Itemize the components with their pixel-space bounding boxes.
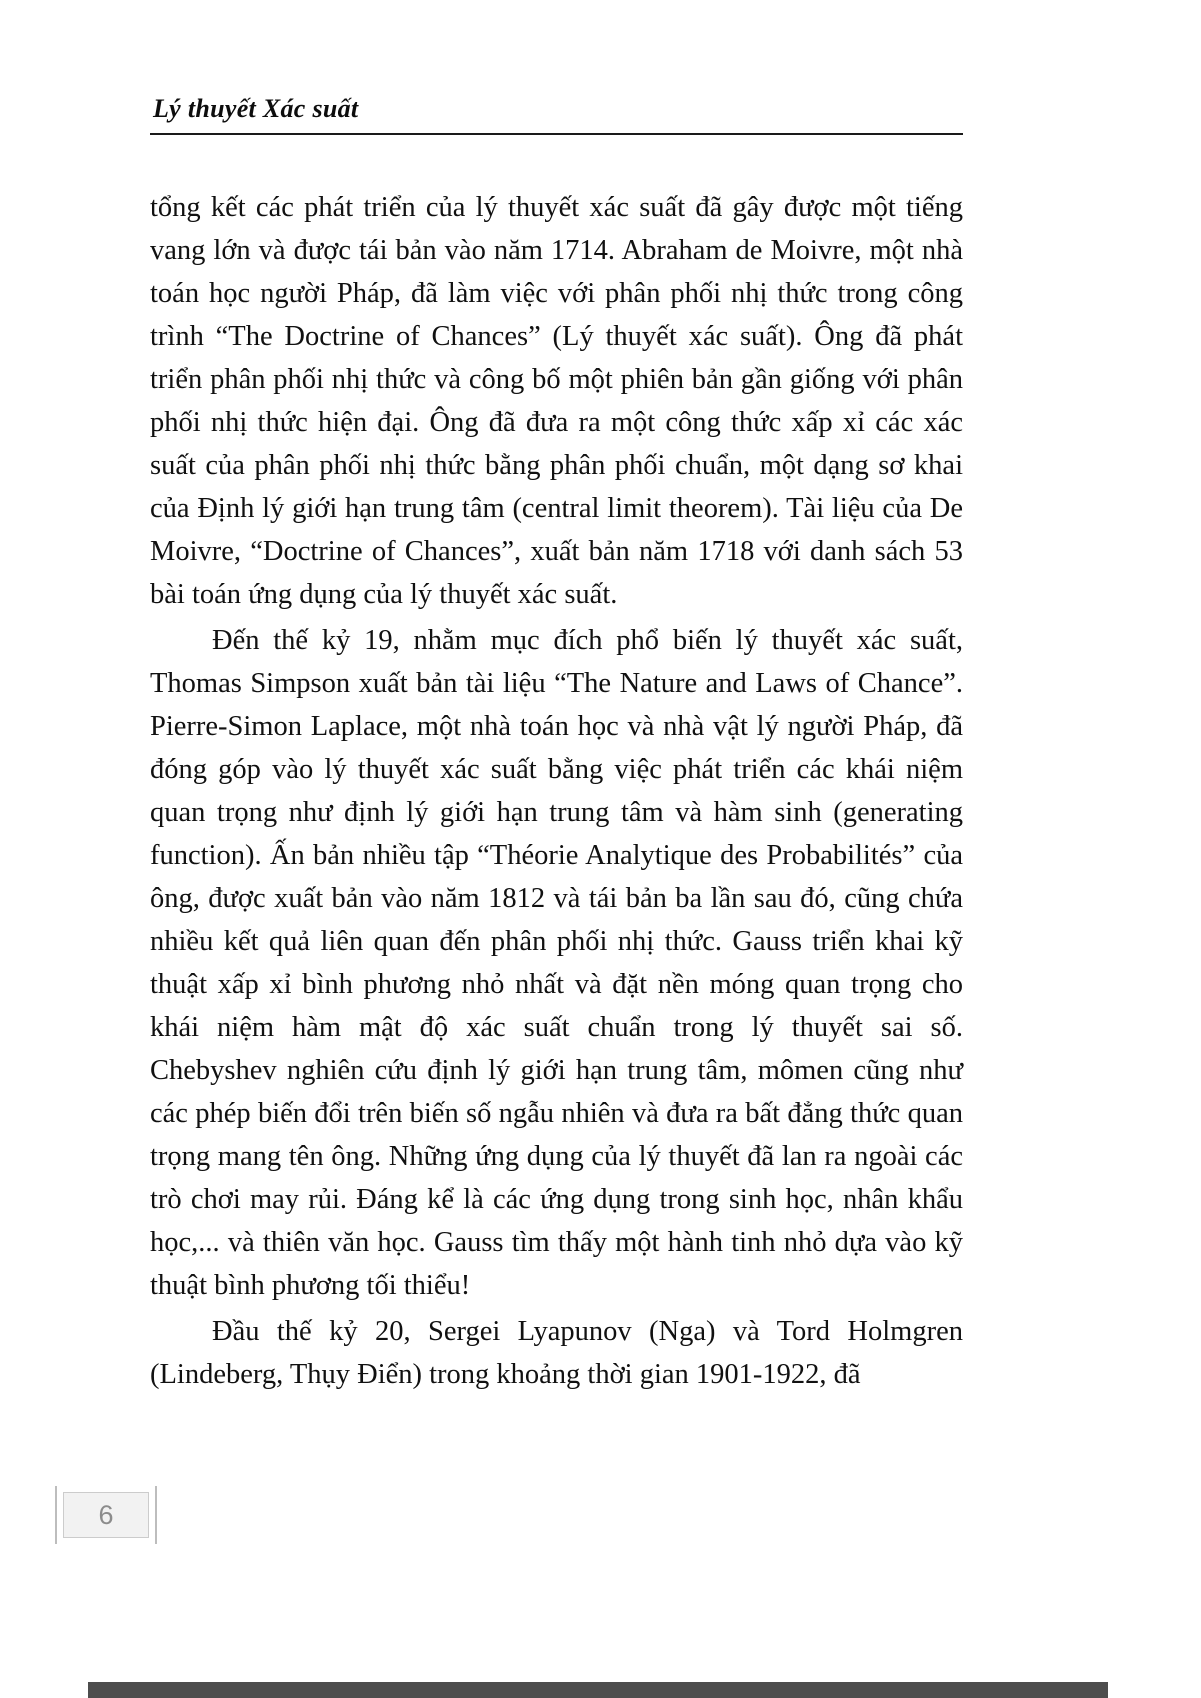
running-header-title: Lý thuyết Xác suất — [153, 94, 359, 123]
page-footer — [55, 1486, 157, 1544]
paragraph-1: tổng kết các phát triển của lý thuyết xác suất đã gây được một tiếng vang lớn và được tái bản vào năm 1714. Abraham de Moivre, một nhà toán học người Pháp, đã làm việc với phân phối nhị thức trong công trình “The Doctrine of Chances” (Lý thuyết xác suất). Ông đã phát triển phân phối nhị thức và công bố một phiên bản gần giống với phân phối nhị thức hiện đại. Ông đã đưa ra một công thức xấp xỉ các xác suất của phân phối nhị thức bằng phân phối chuẩn, một dạng sơ khai của Định lý giới hạn trung tâm (central limit theorem). Tài liệu của De Moivre, “Doctrine of Chances”, xuất bản năm 1718 với danh sách 53 bài toán ứng dụng của lý thuyết xác suất. — [150, 192, 963, 610]
footer-right-tick — [155, 1486, 157, 1544]
paragraph-2: Đến thế kỷ 19, nhằm mục đích phổ biến lý thuyết xác suất, Thomas Simpson xuất bản tài liệu “The Nature and Laws of Chance”. Pierre-Simon Laplace, một nhà toán học và nhà vật lý người Pháp, đã đóng góp vào lý thuyết xác suất bằng việc phát triển các khái niệm quan trọng như định lý giới hạn trung tâm và hàm sinh (generating function). Ấn bản nhiều tập “Théorie Analytique des Probabilités” của ông, được xuất bản vào năm 1812 và tái bản ba lần sau đó, cũng chứa nhiều kết quả liên quan đến phân phối nhị thức. Gauss triển khai kỹ thuật xấp xỉ bình phương nhỏ nhất và đặt nền móng quan trọng cho khái niệm hàm mật độ xác suất chuẩn trong lý thuyết sai số. Chebyshev nghiên cứu định lý giới hạn trung tâm, mômen cũng như các phép biến đổi trên biến số ngẫu nhiên và đưa ra bất đẳng thức quan trọng mang tên ông. Những ứng dụng của lý thuyết đã lan ra ngoài các trò chơi may rủi. Đáng kể là các ứng dụng trong sinh học, nhân khẩu học,... và thiên văn học. Gauss tìm thấy một hành tinh nhỏ dựa vào kỹ thuật bình phương tối thiểu! — [150, 625, 963, 1301]
page-number-box — [63, 1492, 149, 1538]
header-rule — [150, 133, 963, 135]
page-number: 6 — [98, 1499, 114, 1530]
footer-left-tick — [55, 1486, 57, 1544]
paragraph-3: Đầu thế kỷ 20, Sergei Lyapunov (Nga) và Tord Holmgren (Lindeberg, Thụy Điển) trong khoảng thời gian 1901-1922, đã — [150, 1316, 963, 1390]
bottom-edge-bar — [88, 1682, 1108, 1698]
page-body — [150, 186, 963, 1396]
